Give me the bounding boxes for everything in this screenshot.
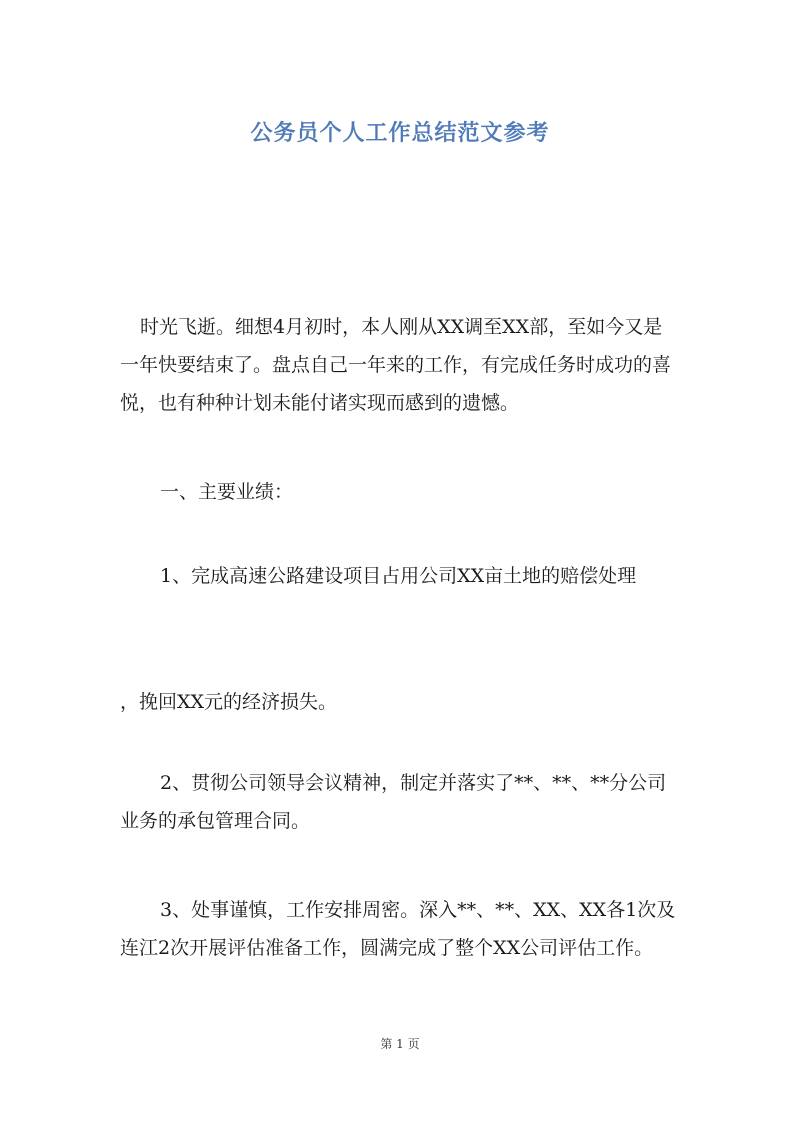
paragraph-item-1-continued: ，挽回XX元的经济损失。	[120, 691, 338, 713]
page-number: 第 1 页	[380, 1037, 420, 1051]
paragraph-intro: 时光飞逝。细想4月初时，本人刚从XX调至XX部，至如今又是一年快要结束了。盘点自己一年来的工作，有完成任务时成功的喜悦，也有种种计划未能付诸实现而感到的遗憾。	[120, 316, 672, 414]
paragraph-item-3: 3、处事谨慎，工作安排周密。深入**、**、XX、XX各1次及连江2次开展评估准备工作，圆满完成了整个XX公司评估工作。	[120, 899, 676, 959]
section-heading-main-achievements: 一、主要业绩：	[160, 481, 294, 503]
document-title: 公务员个人工作总结范文参考	[250, 121, 550, 146]
paragraph-item-1: 1、完成高速公路建设项目占用公司XX亩土地的赔偿处理	[160, 565, 637, 587]
paragraph-item-2: 2、贯彻公司领导会议精神，制定并落实了**、**、**分公司业务的承包管理合同。	[120, 772, 667, 832]
